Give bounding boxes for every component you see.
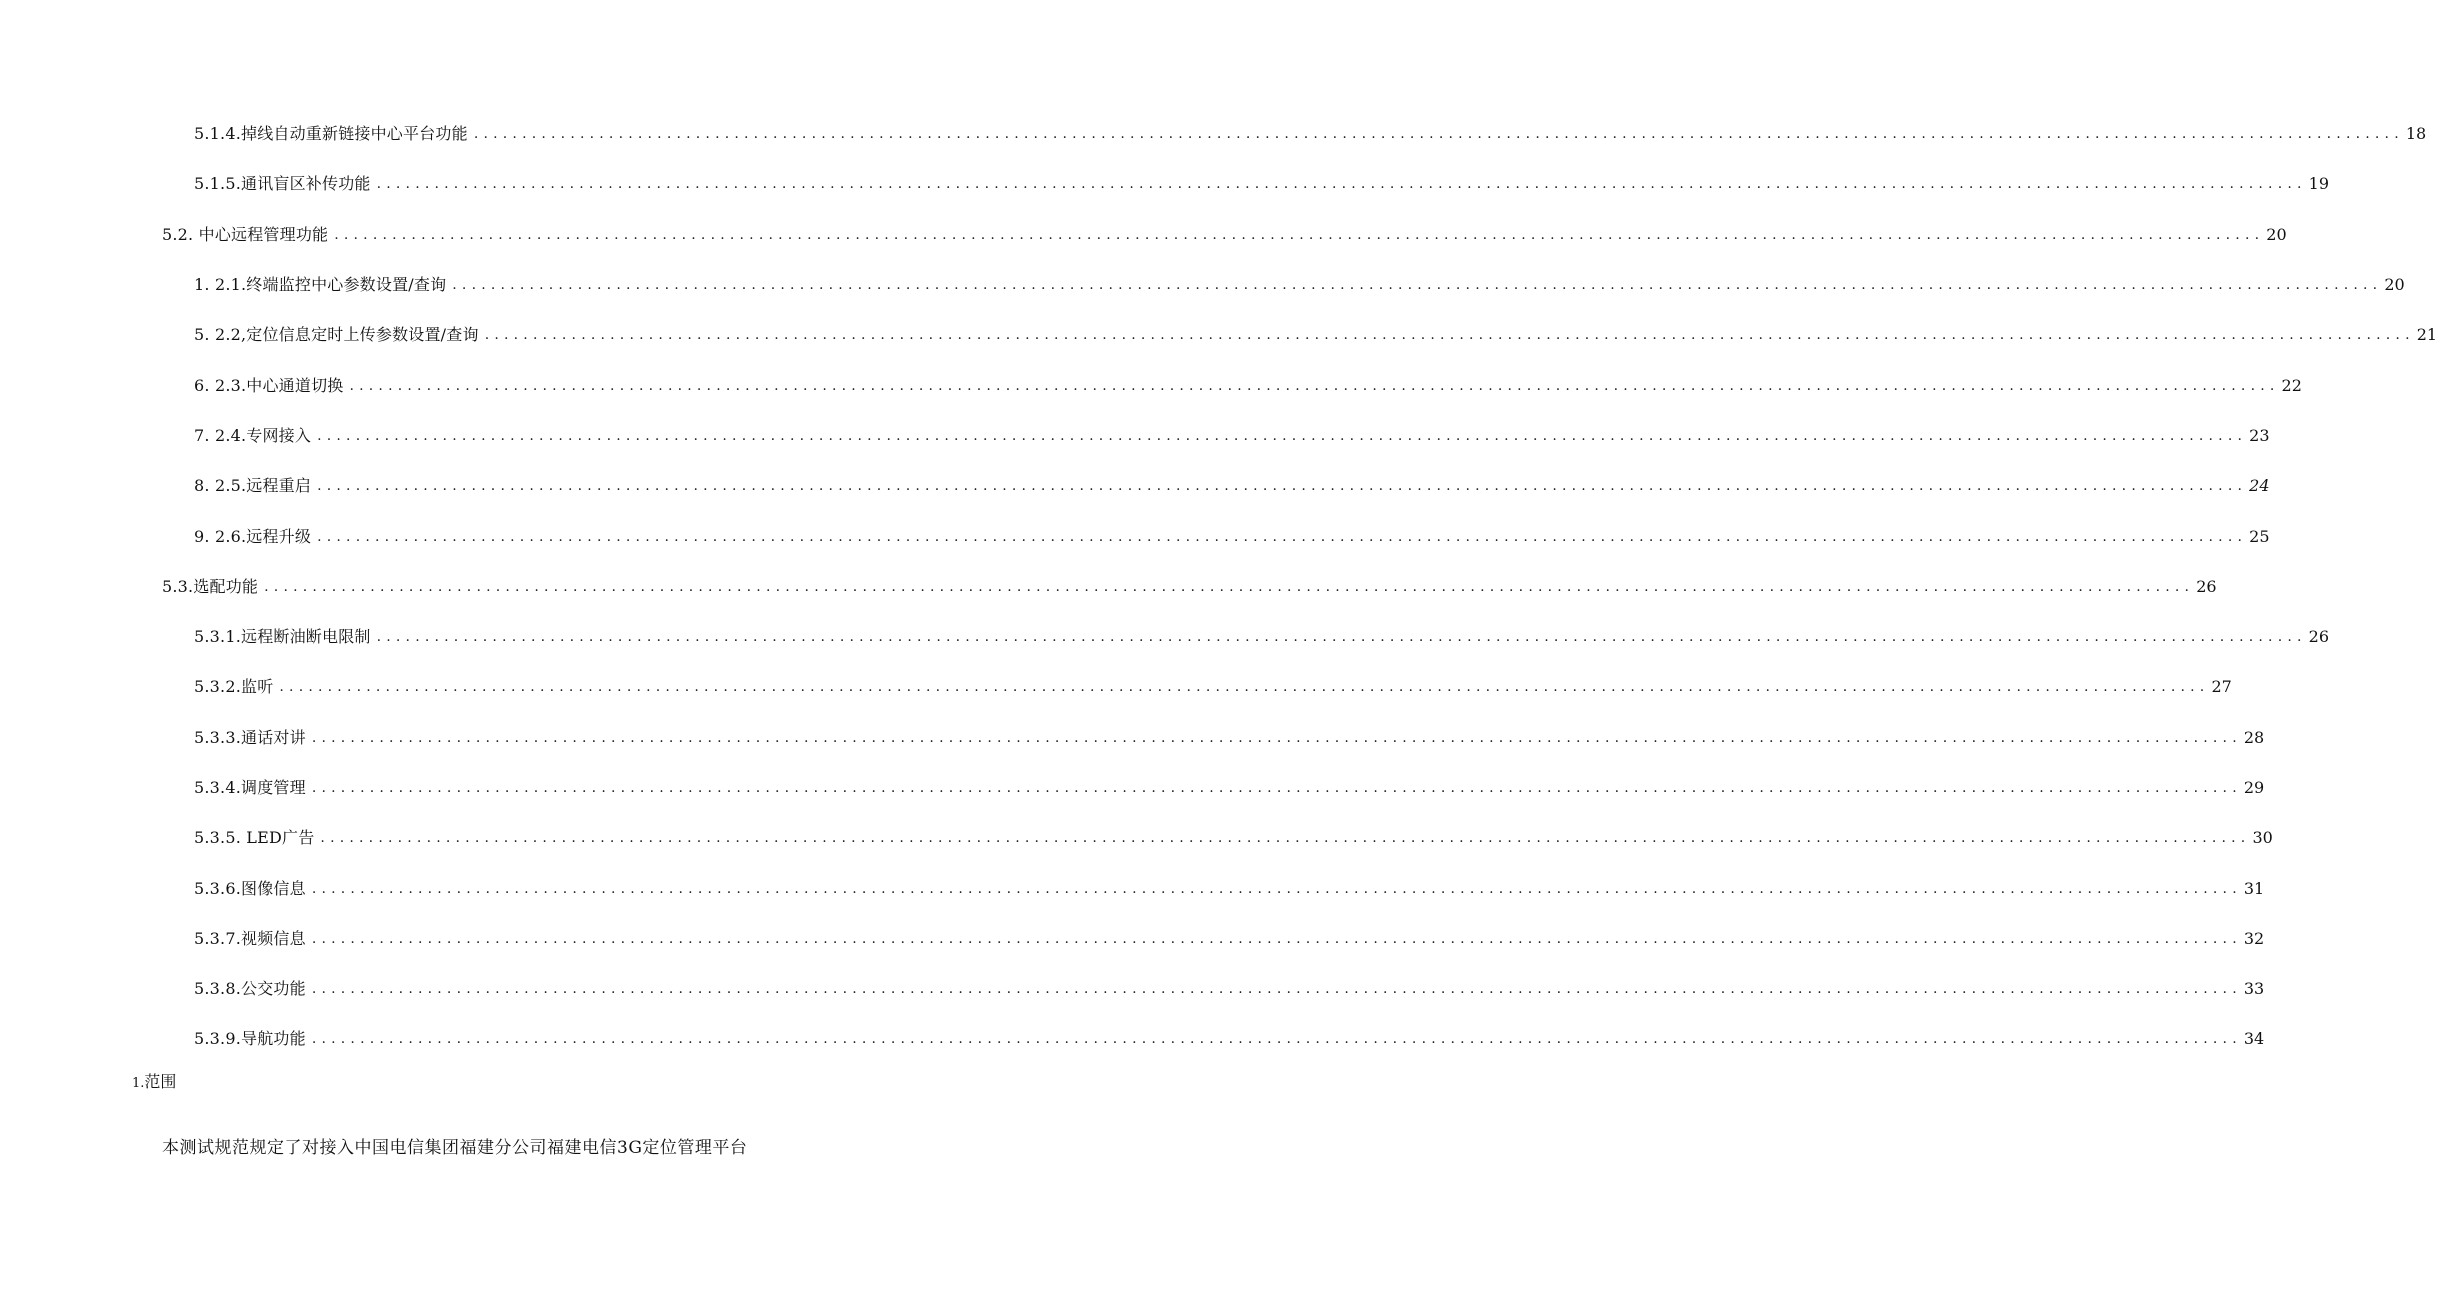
toc-leader-dots: ........................................................................................................................................................................................................	[473, 126, 2404, 143]
toc-leader-dots: ........................................................................................................................................................................................................	[311, 780, 2242, 796]
toc-entry-page: 28	[2243, 727, 2265, 747]
toc-entry[interactable]	[0, 1014, 2265, 1064]
toc-entry-label: 5.1.4.掉线自动重新链接中心平台功能	[194, 124, 468, 144]
toc-entry[interactable]	[0, 813, 2273, 863]
toc-entry-label: 5.3.3.通话对讲	[194, 727, 306, 747]
toc-leader-dots: ........................................................................................................................................................................................................	[264, 578, 2195, 595]
toc-entry[interactable]	[0, 511, 2270, 561]
toc-entry-page: 26	[2308, 627, 2330, 647]
toc-leader-dots: ........................................................................................................................................................................................................	[376, 176, 2307, 193]
toc-entry[interactable]	[0, 360, 2302, 410]
toc-entry[interactable]	[0, 964, 2265, 1014]
section-heading	[132, 1072, 176, 1094]
table-of-contents	[0, 109, 2437, 1065]
toc-entry-page: 23	[2249, 425, 2270, 445]
toc-leader-dots: ........................................................................................................................................................................................................	[320, 830, 2251, 847]
toc-entry-label: 5.3.6.图像信息	[194, 878, 306, 898]
toc-entry-page: 24	[2249, 476, 2270, 496]
toc-leader-dots: ........................................................................................................................................................................................................	[452, 277, 2383, 294]
toc-entry-page: 32	[2243, 928, 2265, 948]
toc-leader-dots: ........................................................................................................................................................................................................	[317, 528, 2248, 545]
toc-entry[interactable]	[0, 109, 2427, 159]
toc-entry-label: 5. 2.2,定位信息定时上传参数设置/查询	[194, 325, 479, 345]
toc-entry[interactable]	[0, 763, 2265, 813]
toc-entry-label: 5.3.5. LED广告	[194, 828, 315, 848]
toc-entry[interactable]	[0, 310, 2437, 360]
toc-entry-page: 33	[2243, 979, 2265, 999]
toc-entry-label: 7. 2.4.专网接入	[194, 425, 312, 445]
toc-entry-label: 8. 2.5.远程重启	[194, 476, 312, 496]
toc-entry-label: 5.3.8.公交功能	[194, 979, 306, 999]
toc-entry[interactable]	[0, 411, 2270, 461]
toc-entry-page: 31	[2243, 878, 2265, 898]
toc-leader-dots: ........................................................................................................................................................................................................	[376, 629, 2307, 646]
toc-entry-page: 29	[2243, 778, 2265, 797]
toc-entry-label: 5.3.选配功能	[162, 576, 259, 596]
toc-entry-page: 22	[2281, 375, 2302, 395]
toc-entry[interactable]	[0, 461, 2270, 511]
toc-entry-page: 20	[2266, 224, 2287, 244]
toc-entry-page: 34	[2243, 1029, 2265, 1049]
toc-entry[interactable]	[0, 863, 2265, 913]
toc-entry[interactable]	[0, 260, 2405, 310]
toc-leader-dots: ........................................................................................................................................................................................................	[311, 1031, 2242, 1048]
toc-entry[interactable]	[0, 210, 2287, 260]
toc-leader-dots: ........................................................................................................................................................................................................	[317, 427, 2248, 444]
section-title: 范围	[144, 1072, 177, 1091]
section-number: 1.	[132, 1076, 145, 1091]
toc-entry-page: 19	[2308, 174, 2330, 194]
body-paragraph: 本测试规范规定了对接入中国电信集团福建分公司福建电信3G定位管理平台	[162, 1138, 748, 1158]
toc-leader-dots: ........................................................................................................................................................................................................	[279, 679, 2210, 696]
toc-entry-label: 5.3.9.导航功能	[194, 1029, 306, 1049]
toc-entry-label: 5.3.1.远程断油断电限制	[194, 627, 371, 647]
toc-entry-label: 5.2. 中心远程管理功能	[162, 224, 329, 244]
toc-entry[interactable]	[0, 562, 2217, 612]
toc-entry-page: 18	[2405, 124, 2427, 144]
toc-entry-label: 5.3.7.视频信息	[194, 928, 306, 948]
toc-leader-dots: ........................................................................................................................................................................................................	[311, 930, 2242, 947]
toc-leader-dots: ........................................................................................................................................................................................................	[317, 478, 2248, 495]
toc-entry[interactable]	[0, 612, 2330, 662]
toc-entry-label: 5.1.5.通讯盲区补传功能	[194, 174, 371, 194]
toc-entry-page: 25	[2249, 526, 2270, 546]
toc-leader-dots: ........................................................................................................................................................................................................	[349, 377, 2280, 394]
toc-entry-label: 5.3.4.调度管理	[194, 778, 306, 797]
toc-entry[interactable]	[0, 662, 2232, 712]
toc-entry-page: 30	[2252, 828, 2273, 848]
toc-entry-label: 5.3.2.监听	[194, 677, 274, 697]
toc-leader-dots: ........................................................................................................................................................................................................	[311, 880, 2242, 897]
toc-leader-dots: ........................................................................................................................................................................................................	[484, 327, 2415, 344]
toc-entry-page: 21	[2416, 325, 2437, 345]
toc-entry[interactable]	[0, 713, 2265, 763]
toc-entry[interactable]	[0, 914, 2265, 964]
toc-entry[interactable]	[0, 159, 2330, 209]
toc-leader-dots: ........................................................................................................................................................................................................	[334, 226, 2265, 243]
toc-entry-page: 26	[2196, 576, 2217, 596]
toc-leader-dots: ........................................................................................................................................................................................................	[311, 981, 2242, 998]
toc-leader-dots: ........................................................................................................................................................................................................	[311, 729, 2242, 746]
toc-entry-label: 9. 2.6.远程升级	[194, 526, 312, 546]
toc-entry-label: 1. 2.1.终端监控中心参数设置/查询	[194, 275, 447, 295]
toc-entry-page: 20	[2384, 275, 2405, 295]
toc-entry-page: 27	[2211, 677, 2232, 697]
toc-entry-label: 6. 2.3.中心通道切换	[194, 375, 344, 395]
